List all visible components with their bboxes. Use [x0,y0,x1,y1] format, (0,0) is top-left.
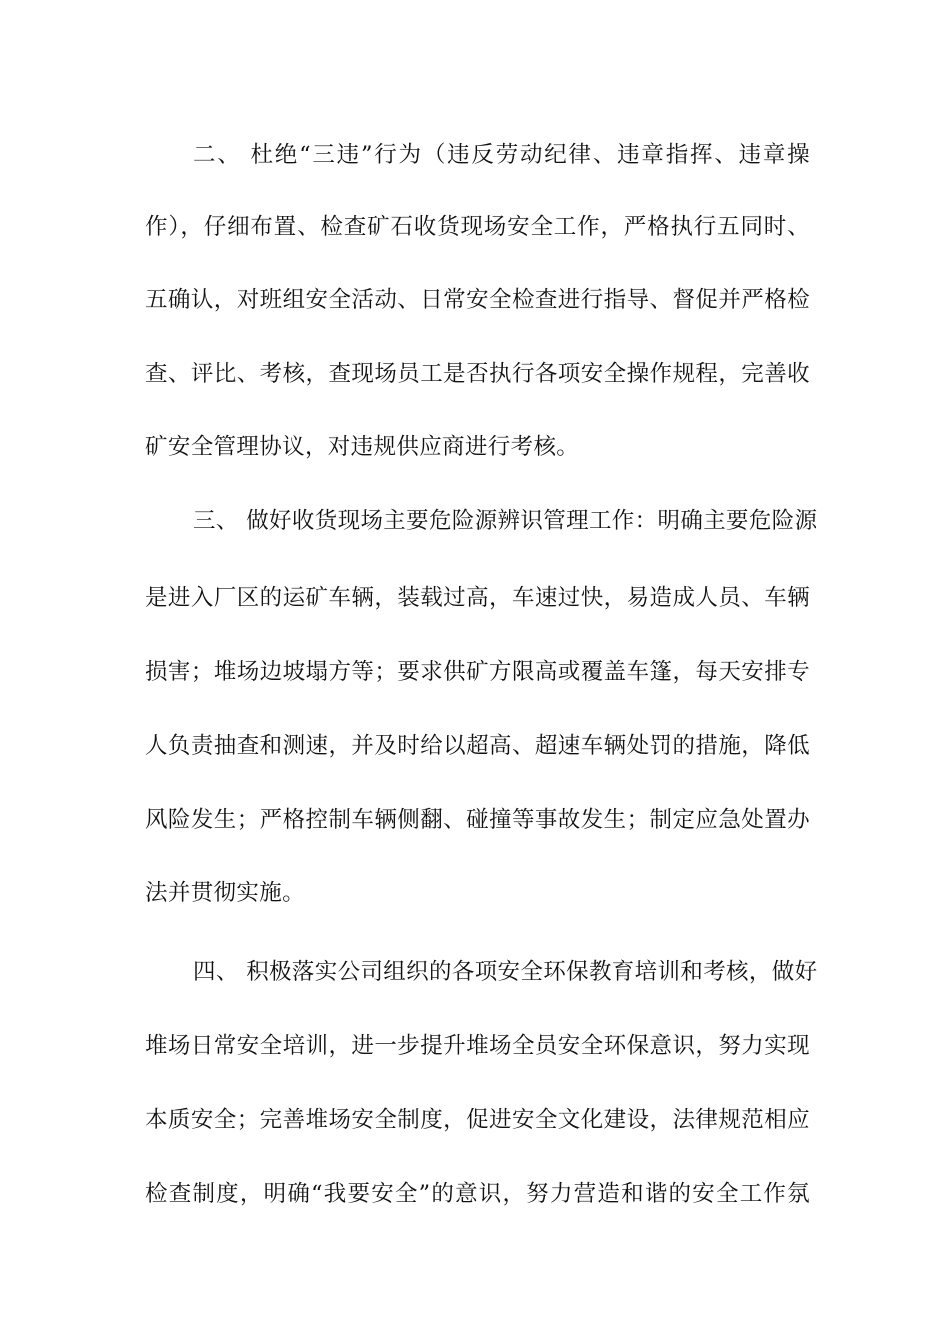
paragraph-4-line-4: 检查制度，明确“我要安全”的意识，努力营造和谐的安全工作氛 [145,1181,810,1207]
paragraph-4-line-1: 四、 积极落实公司组织的各项安全环保教育培训和考核，做好 [193,959,818,985]
paragraph-3-line-1: 三、 做好收货现场主要危险源辨识管理工作：明确主要危险源 [193,508,818,534]
paragraph-3-line-4: 人负责抽查和测速，并及时给以超高、超速车辆处罚的措施，降低 [145,733,810,759]
paragraph-2-line-3: 五确认，对班组安全活动、日常安全检查进行指导、督促并严格检 [145,287,810,313]
paragraph-2-line-5: 矿安全管理协议，对违规供应商进行考核。 [145,434,580,460]
paragraph-4-line-3: 本质安全；完善堆场安全制度，促进安全文化建设，法律规范相应 [145,1107,810,1133]
paragraph-3-line-2: 是进入厂区的运矿车辆，装载过高，车速过快，易造成人员、车辆 [145,585,810,611]
paragraph-2-line-4: 查、评比、考核，查现场员工是否执行各项安全操作规程，完善收 [145,361,810,387]
paragraph-2-line-2: 作），仔细布置、检查矿石收货现场安全工作，严格执行五同时、 [145,214,810,240]
paragraph-3-line-6: 法并贯彻实施。 [145,880,305,906]
paragraph-2-line-1: 二、 杜绝“三违”行为（违反劳动纪律、违章指挥、违章操 [193,142,810,168]
paragraph-4-line-2: 堆场日常安全培训，进一步提升堆场全员安全环保意识，努力实现 [145,1033,810,1059]
paragraph-3-line-3: 损害；堆场边坡塌方等；要求供矿方限高或覆盖车篷，每天安排专 [145,659,810,685]
paragraph-3-line-5: 风险发生；严格控制车辆侧翻、碰撞等事故发生；制定应急处置办 [145,807,810,833]
